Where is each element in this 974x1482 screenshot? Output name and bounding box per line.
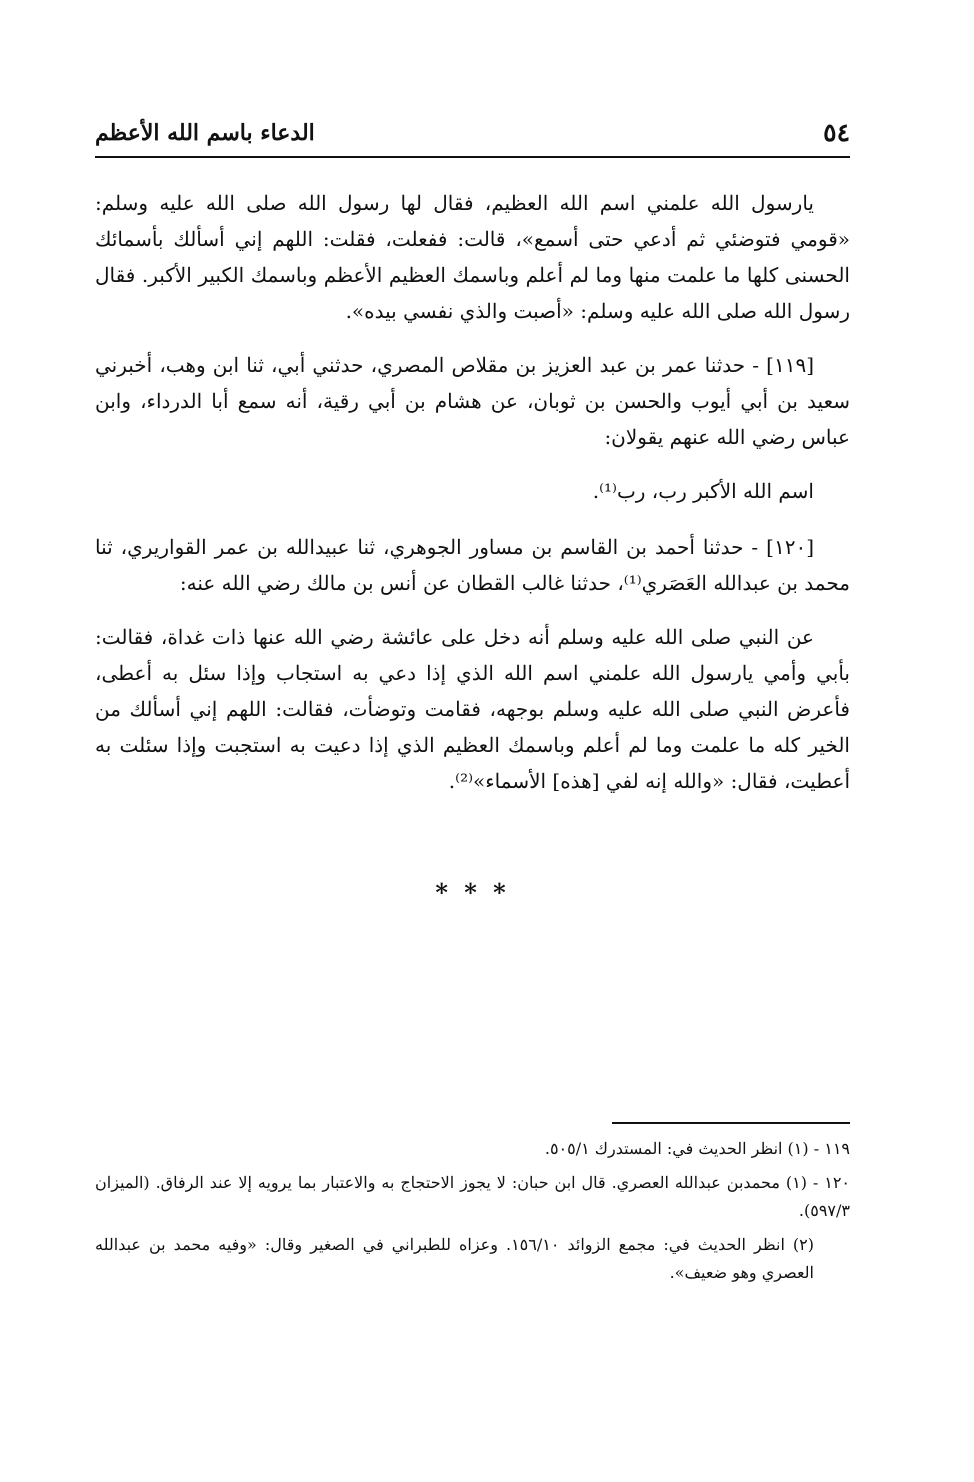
paragraph-hadith-continuation: يارسول الله علمني اسم الله العظيم، فقال لها رسول الله صلى الله عليه وسلم: «قومي فتوضئي ثم أدعي حتى أسمع»، قالت: ففعلت، فقلت: اللهم إني أسألك بأسمائك الحسنى كلها ما علمت منها وما لم أعلم وباسمك العظيم الأعظم وباسمك الكبير الأكبر. فقال رسول الله صلى الله عليه وسلم: «أصبت والذي نفسي بيده». bbox=[95, 191, 850, 323]
footnote-120-2: (٢) انظر الحديث في: مجمع الزوائد ١٥٦/١٠. وعزاه للطبراني في الصغير وقال: «وفيه محمد بن عبدالله العصري وهو ضعيف». bbox=[95, 1235, 815, 1282]
paragraph-hadith-119-isnad: [١١٩] - حدثنا عمر بن عبد العزيز بن مقلاص المصري، حدثني أبي، ثنا ابن وهب، أخبرني سعيد بن أبي أيوب والحسن بن ثوبان، عن هشام بن أبي رقية، أنه سمع أبا الدرداء، وابن عباس رضي الله عنهم يقولان: bbox=[95, 353, 850, 449]
paragraph-hadith-120-text: عن النبي صلى الله عليه وسلم أنه دخل على عائشة رضي الله عنها ذات غداة، فقالت: بأبي وأمي يارسول الله علمني اسم الله الذي إذا دعي به استجاب وإذا سئل به أعطى، فأعرض النبي صلى الله عليه وسلم بوجهه، فقامت وتوضأت، فقالت: اللهم إني أسألك من الخير كله ما علمت وما لم أعلم وباسمك العظيم الذي إذا دعيت به استجبت وإذا سئلت به أعطيت، فقال: «والله إنه لفي [هذه] الأسماء»⁽²⁾. bbox=[95, 625, 850, 793]
page-header bbox=[95, 118, 850, 158]
footnote-120-1: ١٢٠ - (١) محمدبن عبدالله العصري. قال ابن حبان: لا يجوز الاحتجاج به والاعتبار بما يرويه إلا عند الرفاق. (الميزان ٥٩٧/٣). bbox=[95, 1173, 851, 1220]
footnote-119-1: ١١٩ - (١) انظر الحديث في: المستدرك ٥٠٥/١. bbox=[544, 1139, 850, 1158]
page-number: ٥٤ bbox=[823, 118, 850, 147]
footnote-divider bbox=[612, 1122, 850, 1124]
running-title: الدعاء باسم الله الأعظم bbox=[95, 120, 315, 146]
footnotes bbox=[95, 1135, 850, 1293]
main-text bbox=[95, 185, 850, 817]
paragraph-hadith-119-text: اسم الله الأكبر رب، رب⁽¹⁾. bbox=[592, 479, 814, 503]
section-separator: * * * bbox=[435, 878, 510, 907]
paragraph-hadith-120-isnad: [١٢٠] - حدثنا أحمد بن القاسم بن مساور الجوهري، ثنا عبيدالله بن عمر القواريري، ثنا محمد بن عبدالله العَصَري⁽¹⁾، حدثنا غالب القطان عن أنس بن مالك رضي الله عنه: bbox=[95, 535, 850, 595]
